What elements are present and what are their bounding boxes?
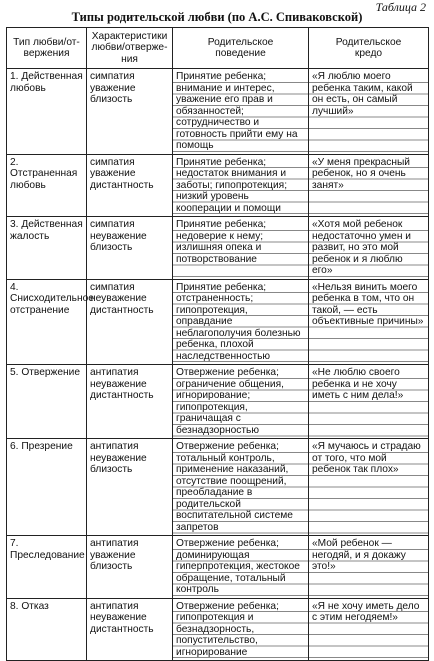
table-row bbox=[7, 154, 429, 217]
cell-behavior: Отвержение ребенка; тотальный контроль, применение наказаний, отсутствие поощрений, преобладание в родительской воспитательной системе запретов bbox=[173, 439, 309, 536]
cell-credo: «Нельзя винить моего ребенка в том, что он такой, — есть объективные причины» bbox=[309, 279, 429, 365]
table-row bbox=[7, 365, 429, 439]
cell-credo: «Я люблю моего ребенка таким, какой он есть, он самый лучший» bbox=[309, 69, 429, 155]
cell-type: 7. Преследование bbox=[7, 536, 87, 599]
cell-traits: антипатия неуважение дистантность bbox=[87, 598, 173, 661]
cell-type: 1. Действенная любовь bbox=[7, 69, 87, 155]
cell-credo: «Хотя мой ребенок недостаточно умен и развит, но это мой ребенок и я люблю его» bbox=[309, 217, 429, 280]
cell-traits: антипатия уважение близость bbox=[87, 536, 173, 599]
cell-credo: «У меня прекрасный ребенок, но я очень занят» bbox=[309, 154, 429, 217]
cell-type: 3. Действенная жалость bbox=[7, 217, 87, 280]
table-row bbox=[7, 279, 429, 365]
cell-type: 6. Презрение bbox=[7, 439, 87, 536]
cell-traits: симпатия неуважение дистантность bbox=[87, 279, 173, 365]
table-title: Типы родительской любви (по А.С. Спиваковской) bbox=[71, 10, 363, 24]
cell-credo: «Мой ребенок — негодяй, и я докажу это!» bbox=[309, 536, 429, 599]
cell-credo: «Я мучаюсь и страдаю от того, что мой ребенок так плох» bbox=[309, 439, 429, 536]
cell-type: 5. Отвержение bbox=[7, 365, 87, 439]
header-behavior: Родительское поведение bbox=[173, 28, 309, 69]
cell-behavior: Принятие ребенка; внимание и интерес, уважение его прав и обязанностей; сотрудничество и готовность прийти ему на помощь bbox=[173, 69, 309, 155]
cell-type: 4. Снисходительное отстранение bbox=[7, 279, 87, 365]
header-credo: Родительское кредо bbox=[309, 28, 429, 69]
cell-type: 2. Отстраненная любовь bbox=[7, 154, 87, 217]
table-row bbox=[7, 439, 429, 536]
cell-traits: симпатия неуважение близость bbox=[87, 217, 173, 280]
table-header-row bbox=[7, 28, 429, 69]
cell-behavior: Отвержение ребенка; гипопротекция и безнадзорность, попустительство, игнорирование bbox=[173, 598, 309, 661]
cell-behavior: Отвержение ребенка; ограничение общения, игнорирование; гипопротекция, граничащая с безнадзорностью bbox=[173, 365, 309, 439]
table-row bbox=[7, 536, 429, 599]
table-number: Таблица 2 bbox=[375, 0, 426, 14]
cell-behavior: Принятие ребенка; недостаток внимания и заботы; гипопротекция; низкий уровень кооперации и помощи bbox=[173, 154, 309, 217]
header-traits: Характеристики любви/отверже- ния bbox=[87, 28, 173, 69]
table-row bbox=[7, 69, 429, 155]
cell-type: 8. Отказ bbox=[7, 598, 87, 661]
header-type: Тип любви/от- вержения bbox=[7, 28, 87, 69]
cell-traits: симпатия уважение близость bbox=[87, 69, 173, 155]
table-row bbox=[7, 217, 429, 280]
cell-credo: «Я не хочу иметь дело с этим негодяем!» bbox=[309, 598, 429, 661]
cell-traits: антипатия неуважение близость bbox=[87, 439, 173, 536]
cell-traits: симпатия уважение дистантность bbox=[87, 154, 173, 217]
cell-behavior: Отвержение ребенка; доминирующая гиперпротекция, жестокое обращение, тотальный контроль bbox=[173, 536, 309, 599]
cell-behavior: Принятие ребенка; отстраненность; гипопротекция, оправдание неблагополучия болезнью ребенка, плохой наследственностью bbox=[173, 279, 309, 365]
table-row bbox=[7, 598, 429, 661]
cell-traits: антипатия неуважение дистантность bbox=[87, 365, 173, 439]
love-types-table bbox=[6, 27, 429, 661]
cell-behavior: Принятие ребенка; недоверие к нему; излишняя опека и потворствование bbox=[173, 217, 309, 280]
cell-credo: «Не люблю своего ребенка и не хочу иметь с ним дела!» bbox=[309, 365, 429, 439]
